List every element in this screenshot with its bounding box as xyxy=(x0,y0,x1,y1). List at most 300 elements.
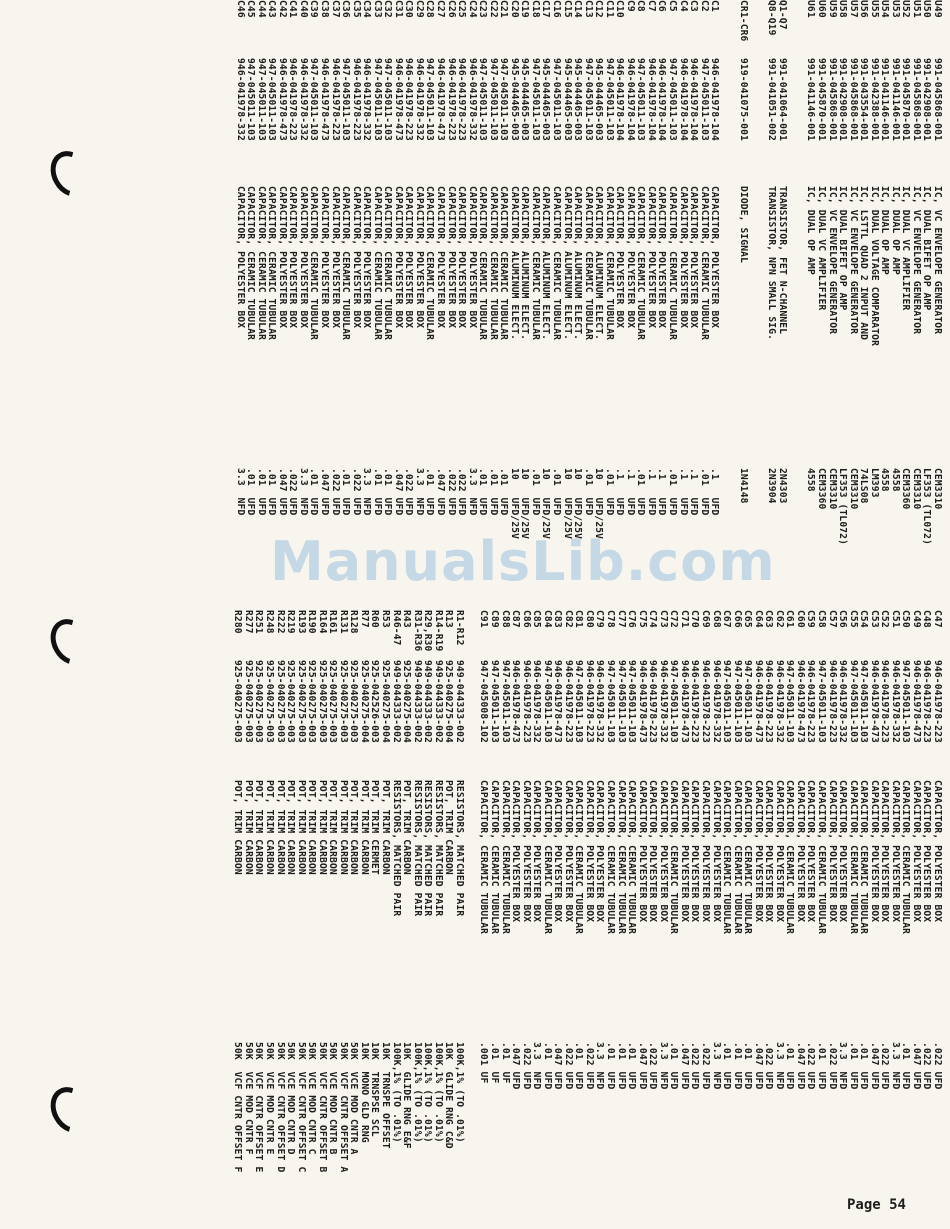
part-number: 946-041978-223 xyxy=(350,58,362,141)
parts-row xyxy=(318,0,329,588)
part-description: CAPACITOR, CERAMIC TUBULAR xyxy=(721,780,733,935)
part-description: IC, VC ENVELOPE GENERATOR xyxy=(826,186,838,335)
parts-row xyxy=(358,610,369,1162)
part-description: CAPACITOR, CERAMIC TUBULAR xyxy=(582,186,594,341)
part-value: .01 UFD xyxy=(667,468,679,516)
part-value: .01 UFD xyxy=(582,468,594,516)
part-value: .047 UFD xyxy=(510,1042,522,1090)
part-description: CAPACITOR, CERAMIC TUBULAR xyxy=(742,780,754,935)
part-number: 925-040275-003 xyxy=(306,660,318,743)
part-value: 10K GLIDE RNG C&D xyxy=(443,1042,455,1149)
part-value: 100K,1% (TO .01%) xyxy=(422,1042,434,1143)
ref-designator: U50 xyxy=(921,0,933,18)
part-value: 50K VCF CNTR OFFSET F xyxy=(232,1042,244,1173)
part-description: POT, TRIM CARBON xyxy=(242,780,254,875)
part-value: .022 UFD xyxy=(350,468,362,516)
part-number: 946-041978-104 xyxy=(688,58,700,141)
ref-designator: R14-R19 xyxy=(432,610,444,652)
ref-designator: C77 xyxy=(615,610,627,628)
ref-designator: C31 xyxy=(392,0,404,18)
part-description: CAPACITOR, CERAMIC TUBULAR xyxy=(900,780,912,935)
part-number: 925-040275-004 xyxy=(358,660,370,743)
part-value: .022 UFD xyxy=(763,1042,775,1090)
parts-row xyxy=(232,610,244,1173)
parts-row xyxy=(432,610,443,1162)
part-description: POT, TRIM CARBON xyxy=(401,780,413,875)
ref-designator: C74 xyxy=(647,610,659,628)
part-description: IC, DUAL VC AMPLIFIER xyxy=(900,186,912,311)
part-description: IC, VC ENVELOPE GENERATOR xyxy=(847,186,859,335)
parts-row xyxy=(826,0,837,588)
ref-designator: R77 xyxy=(358,610,370,628)
part-description: CAPACITOR, POLYESTER BOX xyxy=(520,780,532,923)
parts-row xyxy=(499,610,510,1162)
part-number: 946-041978-332 xyxy=(297,58,309,141)
part-description: CAPACITOR, POLYESTER BOX xyxy=(329,186,341,329)
part-description: POT, TRIM CARBON xyxy=(348,780,360,875)
part-description: CAPACITOR, POLYESTER BOX xyxy=(910,780,922,923)
part-number: 946-041978-473 xyxy=(636,660,648,743)
part-description: CAPACITOR, POLYESTER BOX xyxy=(361,186,373,329)
parts-row xyxy=(422,610,433,1162)
part-value: .01 UFD xyxy=(541,1042,553,1090)
ref-designator: C28 xyxy=(424,0,436,18)
part-value: .1 UFD xyxy=(709,468,721,516)
ref-designator: R193 xyxy=(295,610,307,634)
ref-designator: CR1-CR6 xyxy=(737,0,749,42)
ref-designator: C30 xyxy=(403,0,415,18)
ref-designator: C45 xyxy=(245,0,257,18)
parts-row xyxy=(520,610,531,1162)
part-number: 991-045868-001 xyxy=(910,58,922,141)
part-description: CAPACITOR, CERAMIC TUBULAR xyxy=(478,780,490,935)
part-number: 947-045011-103 xyxy=(668,660,680,743)
parts-row xyxy=(879,0,890,588)
part-value: 10 UFD/25V xyxy=(593,468,605,540)
ref-designator: R1-R12 xyxy=(453,610,465,646)
part-value: .01 UFD xyxy=(603,468,615,516)
part-description: CAPACITOR, CERAMIC TUBULAR xyxy=(498,186,510,341)
ref-designator: C19 xyxy=(519,0,531,18)
part-value: LF353 (TL072) xyxy=(921,468,933,546)
part-description: CAPACITOR, POLYESTER BOX xyxy=(434,186,446,329)
part-description: CAPACITOR, POLYESTER BOX xyxy=(466,186,478,329)
part-value: 3.3 NFD xyxy=(297,468,309,516)
parts-row xyxy=(583,610,594,1162)
part-value: 3.3 NFD xyxy=(234,468,246,516)
parts-row xyxy=(921,0,932,588)
parts-row xyxy=(562,610,573,1162)
part-number: 946-041978-332 xyxy=(234,58,246,141)
ref-designator: C85 xyxy=(531,610,543,628)
part-number: 925-042526-003 xyxy=(369,660,381,743)
ref-designator: C88 xyxy=(499,610,511,628)
parts-row xyxy=(614,0,625,588)
part-number: 991-045868-001 xyxy=(826,58,838,141)
parts-row xyxy=(826,610,837,1162)
part-description: CAPACITOR, POLYESTER BOX xyxy=(678,780,690,923)
part-number: 947-045011-103 xyxy=(605,660,617,743)
part-number: 946-041978-473 xyxy=(678,660,690,743)
part-value: .022 UFD xyxy=(921,1042,933,1090)
ref-designator: C54 xyxy=(858,610,870,628)
part-description: CAPACITOR, POLYESTER BOX xyxy=(879,780,891,923)
ref-designator: C83 xyxy=(552,610,564,628)
part-description: CAPACITOR, POLYESTER BOX xyxy=(392,186,404,329)
part-value: .01 UFD xyxy=(487,468,499,516)
parts-row xyxy=(445,0,456,588)
parts-row xyxy=(519,0,530,588)
part-number: 947-045011-103 xyxy=(371,58,383,141)
part-description: CAPACITOR, POLYESTER BOX xyxy=(657,780,669,923)
part-value: .01 UFD xyxy=(245,468,257,516)
parts-row xyxy=(529,0,540,588)
part-description: CAPACITOR, POLYESTER BOX xyxy=(805,780,817,923)
part-description: IC, VC ENVELOPE GENERATOR xyxy=(910,186,922,335)
ref-designator: C58 xyxy=(815,610,827,628)
parts-row xyxy=(255,0,266,588)
part-description: POT, TRIM CARBON xyxy=(337,780,349,875)
part-value: .1 UFD xyxy=(645,468,657,516)
ref-designator: R31-R36 xyxy=(411,610,423,652)
ref-designator: C63 xyxy=(763,610,775,628)
part-number: 947-045011-103 xyxy=(784,660,796,743)
part-value: .1 UFD xyxy=(656,468,668,516)
ref-designator: C56 xyxy=(837,610,849,628)
part-number: 947-045011-103 xyxy=(573,660,585,743)
part-description: CAPACITOR, CERAMIC TUBULAR xyxy=(784,780,796,935)
part-number: 947-045011-103 xyxy=(424,58,436,141)
part-value: 50K VCE MOD CNTR C xyxy=(306,1042,318,1155)
part-value: CEM3360 xyxy=(815,468,827,510)
ref-designator: C18 xyxy=(529,0,541,18)
parts-row xyxy=(900,0,911,588)
part-value: .01 UFD xyxy=(731,1042,743,1090)
part-number: 925-040275-003 xyxy=(274,660,286,743)
parts-row xyxy=(453,610,464,1162)
part-description: CAPACITOR, POLYESTER BOX xyxy=(636,780,648,923)
part-number: 946-041978-223 xyxy=(932,660,943,743)
parts-row xyxy=(561,0,572,588)
ref-designator: C38 xyxy=(318,0,330,18)
part-number: 946-041978-473 xyxy=(434,58,446,141)
part-description: IC, DUAL VOLTAGE COMPARATOR xyxy=(868,186,880,346)
part-number: 925-040275-003 xyxy=(337,660,349,743)
part-number: 991-041146-001 xyxy=(879,58,891,141)
parts-row xyxy=(245,0,256,588)
parts-row xyxy=(401,610,412,1162)
ref-designator: C7 xyxy=(645,0,657,12)
ref-designator: U49 xyxy=(932,0,943,18)
parts-row xyxy=(242,610,253,1162)
part-value: .01 UFD xyxy=(858,1042,870,1090)
ref-designator: C32 xyxy=(382,0,394,18)
part-value: 3.3 NFD xyxy=(710,1042,722,1090)
ref-designator: C5 xyxy=(667,0,679,12)
ref-designator: R13 xyxy=(443,610,455,628)
part-number: 946-041978-332 xyxy=(837,660,849,743)
part-number: 925-040275-003 xyxy=(232,660,244,743)
parts-row xyxy=(699,610,710,1162)
parts-row xyxy=(910,0,921,588)
part-description: POT, TRIM CARBON xyxy=(263,780,275,875)
part-value: .022 UFD xyxy=(583,1042,595,1090)
part-value: .01 UF xyxy=(489,1042,501,1084)
part-description: CAPACITOR, POLYESTER BOX xyxy=(445,186,457,329)
parts-row xyxy=(350,0,361,588)
part-description: CAPACITOR, CERAMIC TUBULAR xyxy=(668,780,680,935)
parts-row xyxy=(731,610,742,1162)
parts-row xyxy=(763,610,774,1162)
ref-designator: C87 xyxy=(510,610,522,628)
ref-designator: R128 xyxy=(348,610,360,634)
part-value: 50K VCF CNTR OFFSET E xyxy=(253,1042,265,1173)
part-number: 946-041978-473 xyxy=(318,58,330,141)
part-description: IC, LSTTL QUAD 2 INPUT AND xyxy=(858,186,870,341)
part-value: .047 UFD xyxy=(752,1042,764,1090)
part-value: .01 UFD xyxy=(668,1042,680,1090)
part-value: .01 UFD xyxy=(784,1042,796,1090)
part-description: CAPACITOR, POLYESTER BOX xyxy=(752,780,764,923)
part-value: 10 UFD/25V xyxy=(508,468,520,540)
parts-row xyxy=(382,0,393,588)
parts-row xyxy=(752,610,763,1162)
part-description: CAPACITOR, POLYESTER BOX xyxy=(689,780,701,923)
ref-designator: C84 xyxy=(541,610,553,628)
part-number: 991-042908-001 xyxy=(837,58,849,141)
part-number: 919-041075-001 xyxy=(737,58,749,141)
ref-designator: R60 xyxy=(369,610,381,628)
part-number: 947-045011-103 xyxy=(255,58,267,141)
part-description: CAPACITOR, POLYESTER BOX xyxy=(837,780,849,923)
part-description: CAPACITOR, POLYESTER BOX xyxy=(594,780,606,923)
part-description: CAPACITOR, CERAMIC TUBULAR xyxy=(489,780,501,935)
part-description: IC, DUAL OP AMP xyxy=(879,186,891,275)
ref-designator: C75 xyxy=(636,610,648,628)
part-value: .1 UFD xyxy=(688,468,700,516)
part-description: RESISTORS, MATCHED PAIR xyxy=(411,780,423,917)
part-description: CAPACITOR, CERAMIC TUBULAR xyxy=(255,186,267,341)
parts-row xyxy=(424,0,435,588)
parts-row xyxy=(403,0,414,588)
part-number: 946-041978-223 xyxy=(456,58,468,141)
part-number: 991-042388-001 xyxy=(868,58,880,141)
part-description: CAPACITOR, ALUMINUM ELECT. xyxy=(519,186,531,341)
parts-row xyxy=(295,610,307,1173)
parts-row xyxy=(645,0,656,588)
ref-designator: C91 xyxy=(478,610,490,628)
part-number: 925-040275-003 xyxy=(327,660,339,743)
part-description: CAPACITOR, POLYESTER BOX xyxy=(763,780,775,923)
part-description: CAPACITOR, POLYESTER BOX xyxy=(403,186,415,329)
parts-row xyxy=(329,0,340,588)
parts-row xyxy=(773,610,784,1162)
part-number: 946-041978-473 xyxy=(910,660,922,743)
part-description: POT, TRIM CARBON xyxy=(327,780,339,875)
part-number: 945-044465-003 xyxy=(540,58,552,141)
part-value: 3.3 NFD xyxy=(361,468,373,516)
parts-row xyxy=(721,610,732,1162)
part-number: 946-041978-104 xyxy=(645,58,657,141)
part-number: 945-044465-003 xyxy=(519,58,531,141)
parts-row xyxy=(379,610,390,1162)
ref-designator: C86 xyxy=(520,610,532,628)
ref-designator: U57 xyxy=(847,0,859,18)
parts-row xyxy=(879,610,890,1162)
parts-row xyxy=(710,610,721,1162)
part-number: 949-044333-002 xyxy=(453,660,465,743)
part-description: CAPACITOR, ALUMINUM ELECT. xyxy=(593,186,605,341)
ref-designator: C15 xyxy=(561,0,573,18)
parts-row xyxy=(477,0,488,588)
ref-designator: U60 xyxy=(815,0,827,18)
part-number: 945-044465-003 xyxy=(508,58,520,141)
part-description: IC, VC ENVELOPE GENERATOR xyxy=(932,186,943,335)
part-description: CAPACITOR, CERAMIC TUBULAR xyxy=(698,186,710,341)
part-value: 3.3 NFD xyxy=(413,468,425,516)
part-value: .01 UFD xyxy=(498,468,510,516)
part-description: CAPACITOR, POLYESTER BOX xyxy=(614,186,626,329)
ref-designator: U59 xyxy=(826,0,838,18)
part-number: 947-045011-103 xyxy=(529,58,541,141)
ref-designator: C69 xyxy=(699,610,711,628)
ref-designator: C81 xyxy=(573,610,585,628)
ref-designator: C16 xyxy=(551,0,562,18)
part-value: 3.3 NFD xyxy=(657,1042,669,1090)
parts-group xyxy=(805,0,942,588)
ref-designator: C23 xyxy=(477,0,489,18)
part-value: 100K,1% (TO .01%) xyxy=(390,1042,402,1143)
parts-row xyxy=(285,610,296,1162)
part-value: .047 UFD xyxy=(794,1042,806,1090)
part-description: CAPACITOR, POLYESTER BOX xyxy=(350,186,362,329)
parts-row xyxy=(847,610,858,1162)
ref-designator: R219 xyxy=(285,610,297,634)
ref-designator: R277 xyxy=(242,610,254,634)
part-number: 946-041978-223 xyxy=(445,58,457,141)
part-value: .01 UFD xyxy=(371,468,383,516)
parts-row xyxy=(456,0,467,588)
parts-row xyxy=(510,610,521,1162)
part-value: .01 UF xyxy=(499,1042,511,1084)
ref-designator: C4 xyxy=(677,0,689,12)
ref-designator: C24 xyxy=(466,0,478,18)
part-number: 949-044333-002 xyxy=(432,660,444,743)
parts-row xyxy=(635,0,646,588)
parts-row xyxy=(742,610,753,1162)
part-value: 50K VCF CNTR OFFSET D xyxy=(274,1042,286,1173)
parts-row xyxy=(540,0,551,588)
part-value: 10K TRNSPE OFFSET xyxy=(379,1042,391,1149)
ref-designator: R248 xyxy=(263,610,275,634)
part-description: CAPACITOR, POLYESTER BOX xyxy=(709,186,721,329)
part-value: .022 UFD xyxy=(456,468,468,516)
part-number: 946-041978-223 xyxy=(287,58,299,141)
part-number: 946-041978-223 xyxy=(699,660,711,743)
ref-designator: R280 xyxy=(232,610,244,634)
ref-designator: R222 xyxy=(274,610,286,634)
parts-row xyxy=(805,610,816,1162)
part-value: .01 UFD xyxy=(266,468,278,516)
parts-row xyxy=(900,610,911,1162)
part-number: 947-045011-103 xyxy=(498,58,510,141)
part-number: 947-045011-103 xyxy=(626,660,638,743)
parts-row xyxy=(624,0,635,588)
ref-designator: C12 xyxy=(593,0,605,18)
ref-designator: C44 xyxy=(255,0,267,18)
part-description: TRANSISTOR, NPN SMALL SIG. xyxy=(766,186,778,341)
part-number: 947-045011-103 xyxy=(551,58,562,141)
part-number: 991-041051-002 xyxy=(766,58,778,141)
part-number: 991-042908-001 xyxy=(921,58,933,141)
part-value: .01 UFD xyxy=(308,468,320,516)
part-value: .047 UFD xyxy=(318,468,330,516)
part-number: 925-040275-003 xyxy=(263,660,275,743)
ref-designator: C70 xyxy=(689,610,701,628)
part-description: CAPACITOR, POLYESTER BOX xyxy=(656,186,668,329)
ref-designator: C48 xyxy=(921,610,933,628)
part-value: 50K VCF CNTR OFFSET B xyxy=(316,1042,328,1173)
ref-designator: C66 xyxy=(731,610,743,628)
part-description: CAPACITOR, CERAMIC TUBULAR xyxy=(667,186,679,341)
part-description: IC, DUAL BIFET OP AMP xyxy=(921,186,933,311)
part-value: .1 UFD xyxy=(677,468,689,516)
part-description: RESISTORS, MATCHED PAIR xyxy=(432,780,444,917)
parts-row xyxy=(413,0,424,588)
parts-row xyxy=(478,610,489,1162)
parts-row xyxy=(784,610,795,1162)
part-number: 925-040275-004 xyxy=(401,660,413,743)
parts-row xyxy=(411,610,422,1162)
part-value: 74LS08 xyxy=(858,468,870,504)
part-value: 4558 xyxy=(889,468,901,492)
ref-designator: Q1-Q7 xyxy=(776,0,788,30)
parts-row xyxy=(276,0,287,588)
part-description: CAPACITOR, POLYESTER BOX xyxy=(868,780,880,923)
part-value: .022 UFD xyxy=(879,1042,891,1090)
ref-designator: C33 xyxy=(371,0,383,18)
part-value: LM393 xyxy=(868,468,880,498)
part-number: 991-041146-001 xyxy=(805,58,817,141)
parts-row xyxy=(889,0,900,588)
ref-designator: C89 xyxy=(489,610,501,628)
part-number: 991-041146-001 xyxy=(889,58,901,141)
part-value: .022 UFD xyxy=(932,1042,943,1090)
parts-group xyxy=(766,0,787,588)
parts-row xyxy=(858,610,869,1162)
part-value: .022 UFD xyxy=(647,1042,659,1090)
part-description: CAPACITOR, ALUMINUM ELECT. xyxy=(540,186,552,341)
part-number: 949-044333-002 xyxy=(390,660,402,743)
part-number: 946-041978-332 xyxy=(594,660,606,743)
parts-row xyxy=(573,610,584,1162)
part-number: 946-041978-223 xyxy=(329,58,341,141)
part-value: .022 UFD xyxy=(805,1042,817,1090)
part-value: 3.3 NFD xyxy=(837,1042,849,1090)
part-number: 946-041978-223 xyxy=(763,660,775,743)
ref-designator: C41 xyxy=(287,0,299,18)
ref-designator: C8 xyxy=(635,0,647,12)
ref-designator: C78 xyxy=(605,610,617,628)
parts-row xyxy=(678,610,689,1162)
part-value: 10 UFD/25V xyxy=(561,468,573,540)
part-number: 991-045868-001 xyxy=(847,58,859,141)
parts-row xyxy=(858,0,869,588)
ref-designator: C14 xyxy=(572,0,584,18)
part-value: CEM3310 xyxy=(847,468,859,510)
ref-designator: C55 xyxy=(847,610,859,628)
ref-designator: C47 xyxy=(932,610,943,628)
